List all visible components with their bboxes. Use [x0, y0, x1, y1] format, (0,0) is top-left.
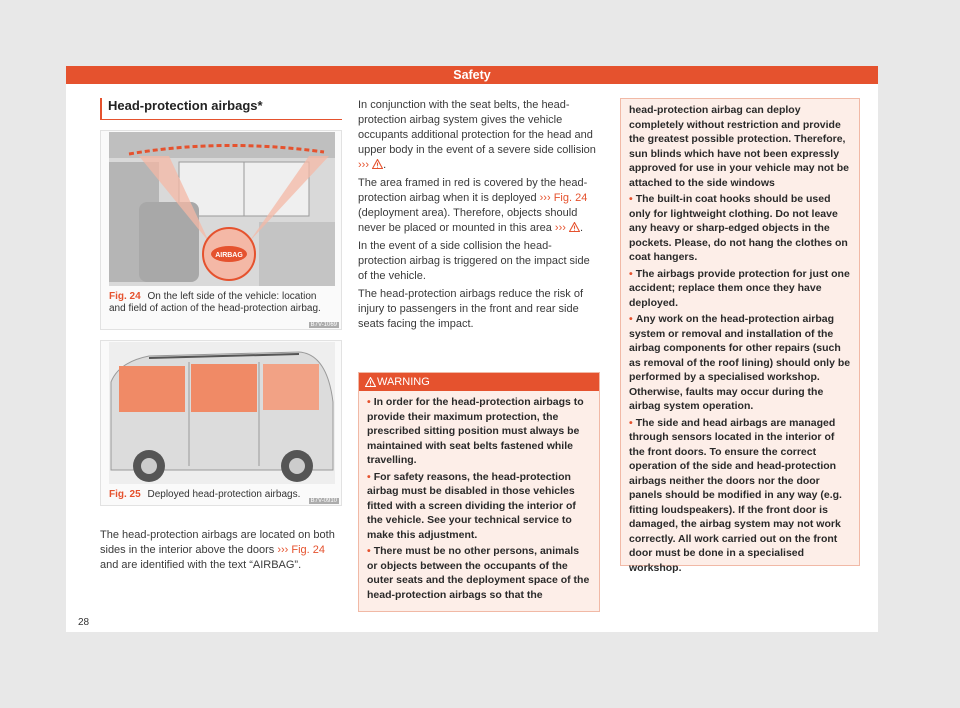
figure-link[interactable]: Fig. 24	[553, 192, 588, 204]
xref-arrow: ›››	[358, 159, 369, 171]
bullet-icon: •	[629, 267, 633, 280]
paragraph-2: The area framed in red is covered by the head-protection airbag when it is deployed ››› Fig. 24 (deployment area). Therefore, objects should never be placed or mounted in this area ››› .	[358, 177, 588, 234]
figure-24	[100, 130, 342, 330]
warning-item	[367, 544, 591, 602]
warning-item	[629, 312, 851, 414]
warning-item-text: Any work on the head-protection airbag system or removal and installation of the airbag components for other repairs (such as removal of the roof lining) should only be performed by a specialised workshop. Otherwise, faults may occur during the airbag system operation.	[629, 313, 851, 412]
warning-item	[629, 267, 851, 311]
figure-caption	[109, 489, 335, 501]
xref-arrow: ›››	[277, 544, 289, 556]
intro-text: The head-protection airbags are located on both sides in the interior above the doors	[100, 529, 335, 556]
bullet-icon: •	[629, 313, 633, 325]
airbag-badge-text: AIRBAG	[215, 252, 243, 259]
warning-item-text: The side and head airbags are managed through sensors located in the interior of the front doors. To ensure the correct operation of the side and head-protection airbags neither the doors nor the door panels should be modified in any way (e.g. fitting loudspeakers). If the front door is damaged, the airbag system may not work correctly. All work carried out on the front door must be done in a specialised workshop.	[629, 416, 842, 574]
figure-caption	[109, 291, 335, 315]
warning-box-continued	[620, 98, 860, 574]
warning-item-text: The built-in coat hooks should be used only for lightweight clothing. Do not leave any heavy or sharp-edged objects in the pockets. Please, do not hang the clothes on coat hangers.	[629, 193, 848, 263]
figure-25	[100, 340, 342, 506]
figure-label: Fig. 24	[109, 291, 141, 302]
intro-paragraph	[100, 528, 342, 573]
figure-label: Fig. 25	[109, 489, 141, 500]
intro-text-end: and are identified with the text “AIRBAG”.	[100, 559, 302, 571]
figure-caption-text: On the left side of the vehicle: location and field of action of the head-protection airbag.	[109, 291, 321, 314]
body-column-2	[358, 98, 600, 335]
paragraph-text: In conjunction with the seat belts, the head-protection airbag system gives the vehicle occupants additional protection for the head and upper body in the event of a severe side collision	[358, 99, 596, 156]
paragraph-3: In the event of a side collision the head-protection airbag is triggered on the impact side of the vehicle.	[358, 240, 590, 282]
deployed-airbags-illustration	[109, 342, 335, 484]
warning-triangle-icon[interactable]	[569, 222, 580, 232]
bullet-icon: •	[629, 193, 633, 205]
warning-box	[358, 372, 600, 612]
bullet-icon: •	[629, 416, 633, 429]
paragraph-text: (deployment area). Therefore, objects should never be placed or mounted in this area	[358, 207, 578, 234]
warning-title: WARNING	[377, 376, 430, 388]
xref-arrow: ›››	[554, 222, 566, 234]
figure-code: B7V-0910	[310, 498, 337, 504]
warning-item-text: For safety reasons, the head-protection airbag must be disabled in those vehicles fitted with a screen dividing the interior of the vehicle. See your technical service to make this adjustment.	[367, 470, 576, 541]
page-header: Safety	[66, 66, 878, 84]
warning-item-text: There must be no other persons, animals or objects between the occupants of the outer seats and the deployment space of the head-protection airbags so that the	[367, 545, 590, 601]
warning-item	[629, 416, 851, 576]
page-number: 28	[78, 617, 90, 628]
figure-link[interactable]: Fig. 24	[288, 544, 326, 556]
warning-header	[359, 373, 599, 391]
warning-item	[629, 192, 851, 265]
figure-code: B7V-1069	[310, 322, 337, 328]
warning-triangle-icon	[365, 377, 376, 387]
paragraph-1: In conjunction with the seat belts, the head-protection airbag system gives the vehicle occupants additional protection for the head and upper body in the event of a severe side collision ››› .	[358, 99, 596, 171]
bullet-icon: •	[367, 470, 371, 483]
paragraph-4: The head-protection airbags reduce the risk of injury to passengers in the front and rear side seats facing the impact.	[358, 288, 584, 330]
airbag-interior-illustration	[109, 132, 335, 286]
xref-arrow: ›››	[539, 192, 551, 204]
section-title: Head-protection airbags*	[100, 98, 342, 120]
warning-continuation: head-protection airbag can deploy completely without restriction and provide the greatest possible protection. Therefore, sun blinds which have not been expressly approved for use in your vehicle may not be attached to the side windows	[629, 104, 849, 189]
warning-item-text: The airbags provide protection for just one accident; replace them once they have deployed.	[629, 267, 850, 309]
warning-triangle-icon[interactable]	[372, 159, 383, 169]
warning-item-text: In order for the head-protection airbags to provide their maximum protection, the prescribed sitting position must always be maintained with seat belts fastened while travelling.	[367, 396, 584, 466]
figure-caption-text: Deployed head-protection airbags.	[147, 489, 301, 500]
warning-item	[367, 395, 591, 468]
warning-body	[359, 391, 599, 602]
paragraph-text: The area framed in red is covered by the head-protection airbag when it is deployed	[358, 177, 588, 204]
warning-item	[367, 470, 591, 543]
bullet-icon: •	[367, 545, 371, 557]
bullet-icon: •	[367, 396, 371, 408]
manual-page	[66, 66, 878, 632]
